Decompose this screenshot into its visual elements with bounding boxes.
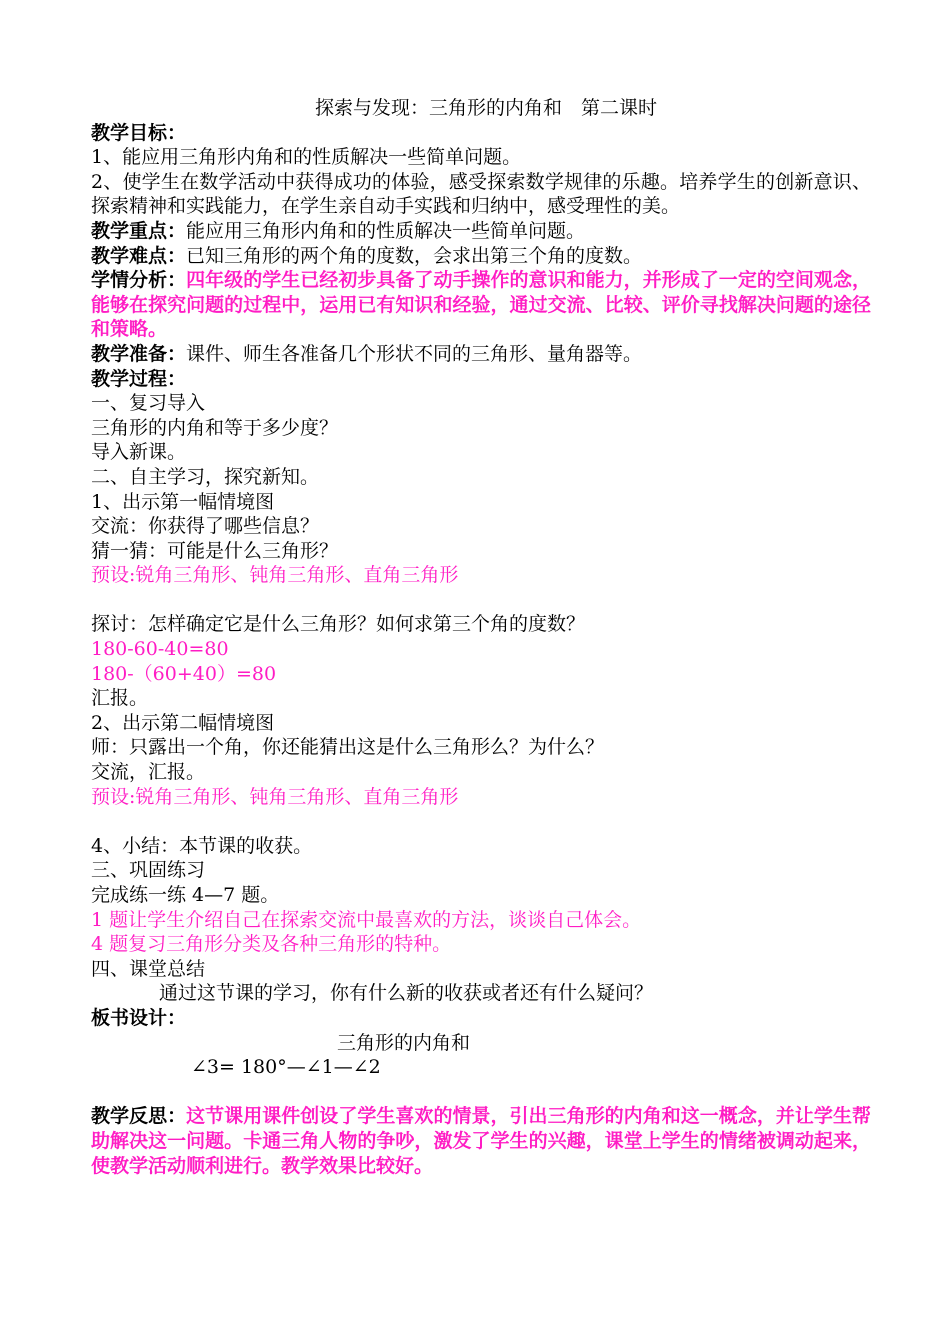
preparation: [91, 342, 871, 367]
goal-item-2: 2、使学生在数学活动中获得成功的体验，感受探索数学规律的乐趣。培养学生的创新意识、探索精神和实践能力，在学生亲自动手实践和归纳中，感受理性的美。: [91, 170, 871, 218]
scene-2-preset: 预设:锐角三角形、钝角三角形、直角三角形: [91, 785, 459, 808]
difficulty-text: 已知三角形的两个角的度数，会求出第三个角的度数。: [186, 244, 643, 267]
reflection-label: 教学反思：: [91, 1105, 187, 1128]
section-1-title: 一、复习导入: [91, 392, 206, 415]
scene-1-discuss: 探讨：怎样确定它是什么三角形？如何求第三个角的度数？: [91, 613, 586, 636]
analysis: [91, 268, 871, 342]
scene-2-teacher: 师：只露出一个角，你还能猜出这是什么三角形么？为什么？: [91, 736, 605, 759]
section-2-title: 二、自主学习，探究新知。: [91, 465, 320, 488]
document-title: 探索与发现：三角形的内角和 第二课时: [314, 97, 657, 119]
board-title: 三角形的内角和: [337, 1031, 471, 1054]
analysis-text: 四年级的学生已经初步具备了动手操作的意识和能力，并形成了一定的空间观念，能够在探究问题的过程中，运用已有知识和经验，通过交流、比较、评价寻找解决问题的途径和策略。: [91, 269, 871, 341]
preparation-text: 课件、师生各准备几个形状不同的三角形、量角器等。: [186, 342, 643, 365]
class-summary-question: 通过这节课的学习，你有什么新的收获或者还有什么疑问？: [159, 982, 654, 1005]
blank-line: [91, 1080, 871, 1105]
lesson-plan-document: [91, 96, 871, 1178]
scene-1-preset: 预设:锐角三角形、钝角三角形、直角三角形: [91, 564, 459, 587]
analysis-label: 学情分析：: [91, 269, 187, 292]
reflection: [91, 1104, 871, 1178]
key-point: [91, 219, 871, 244]
board-formula: ∠3= 180°—∠1—∠2: [191, 1056, 381, 1079]
difficulty: [91, 244, 871, 269]
scene-1-exchange: 交流：你获得了哪些信息？: [91, 515, 320, 538]
reflection-text: 这节课用课件创设了学生喜欢的情景，引出三角形的内角和这一概念，并让学生帮助解决这一问题。卡通三角人物的争吵，激发了学生的兴趣，课堂上学生的情绪被调动起来，使教学活动顺利进行。教学效果比较好。: [91, 1105, 871, 1177]
blank-line: [91, 588, 871, 613]
practice-note-4: 4 题复习三角形分类及各种三角形的特种。: [91, 933, 452, 956]
key-point-label: 教学重点：: [91, 219, 187, 242]
key-point-text: 能应用三角形内角和的性质解决一些简单问题。: [186, 219, 586, 242]
summary-item: 4、小结：本节课的收获。: [91, 834, 313, 857]
blank-line: [91, 809, 871, 834]
introduce-new-lesson: 导入新课。: [91, 441, 187, 464]
section-4-title: 四、课堂总结: [91, 957, 206, 980]
scene-1-guess: 猜一猜：可能是什么三角形？: [91, 539, 339, 562]
section-3-title: 三、巩固练习: [91, 859, 206, 882]
calculation-2: 180-（60+40）=80: [91, 662, 277, 685]
scene-2-exchange: 交流，汇报。: [91, 761, 206, 784]
practice-note-1: 1 题让学生介绍自己在探索交流中最喜欢的方法，谈谈自己体会。: [91, 908, 642, 931]
goals-heading: 教学目标：: [91, 121, 187, 144]
report: 汇报。: [91, 687, 149, 710]
scene-2: 2、出示第二幅情境图: [91, 711, 275, 734]
practice-task: 完成练一练 4—7 题。: [91, 884, 280, 906]
scene-1: 1、出示第一幅情境图: [91, 490, 275, 513]
board-design-heading: 板书设计：: [91, 1006, 187, 1029]
calculation-1: 180-60-40=80: [91, 638, 229, 661]
process-heading: 教学过程：: [91, 367, 187, 390]
review-question: 三角形的内角和等于多少度？: [91, 416, 339, 439]
goal-item-1: 1、能应用三角形内角和的性质解决一些简单问题。: [91, 146, 522, 169]
difficulty-label: 教学难点：: [91, 244, 187, 267]
preparation-label: 教学准备：: [91, 342, 187, 365]
